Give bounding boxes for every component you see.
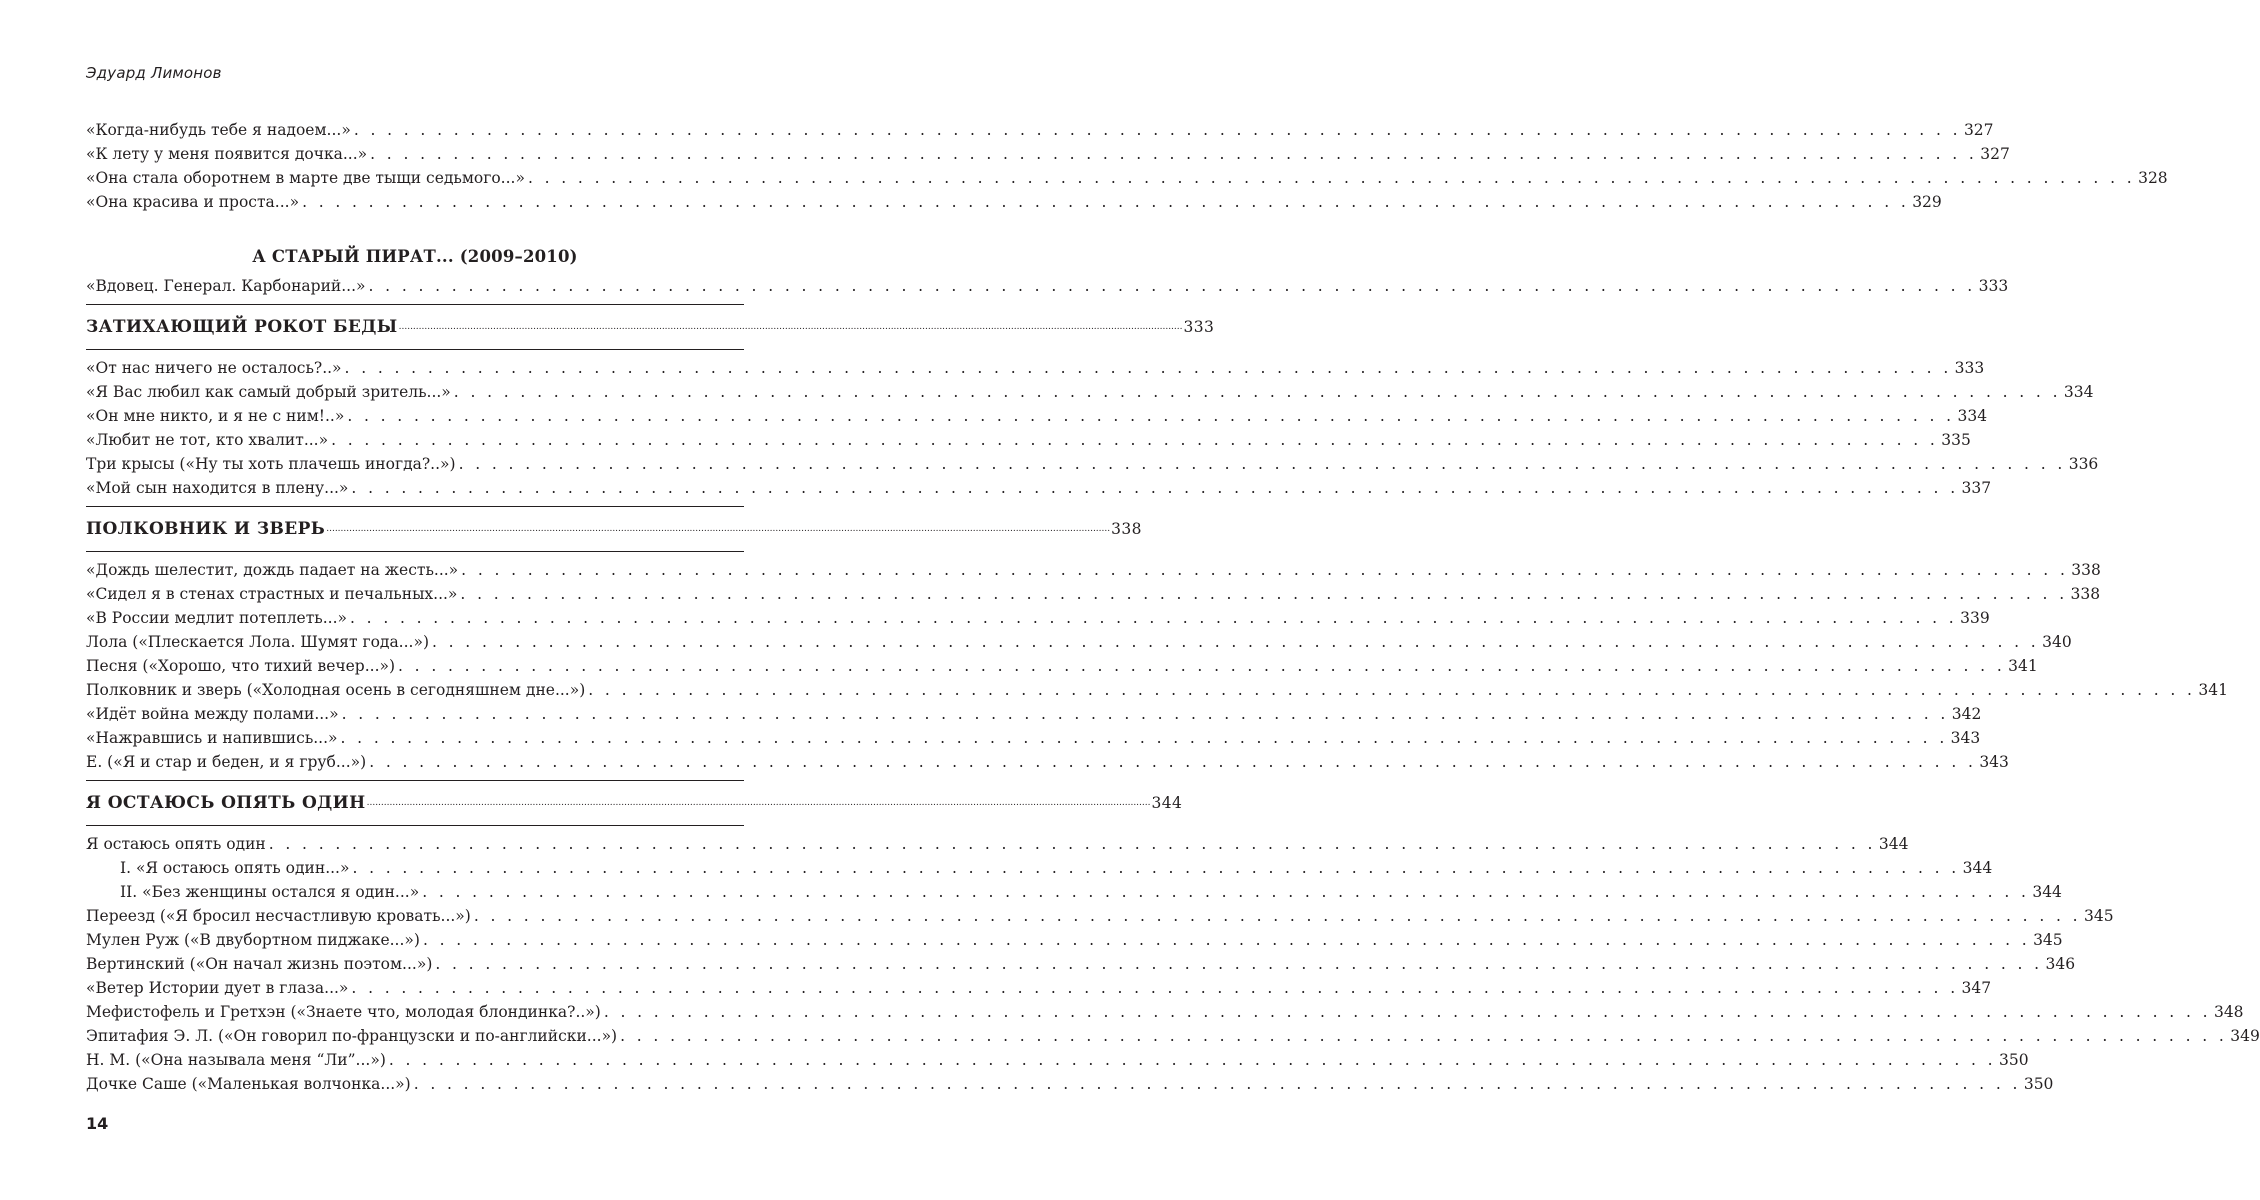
entry-title: II. «Без женщины остался я один...» — [120, 883, 420, 901]
toc-entry[interactable] — [86, 380, 2094, 404]
divider — [86, 349, 744, 350]
dot-leader: . . . . . . . . . . . . . . . . . . . . . . . . . . . . . . . . . . . . . . . . . . . . . . . . . . . . . . . . . . . . . . . . . . . . . . . . . . . . . . . . . . . . . . . . . . . . . . . . . — [351, 479, 1959, 497]
toc-block — [86, 118, 2168, 214]
dot-leader: . . . . . . . . . . . . . . . . . . . . . . . . . . . . . . . . . . . . . . . . . . . . . . . . . . . . . . . . . . . . . . . . . . . . . . . . . . . . . . . . . . . . . . . . . . . . . . . . . — [340, 729, 1948, 747]
toc-entry[interactable] — [86, 118, 1994, 142]
toc-block — [86, 274, 2009, 298]
entry-title: Е. («Я и стар и беден, и я груб...») — [86, 753, 367, 771]
page-number: 345 — [2083, 907, 2114, 925]
entry-title: «Когда-нибудь тебе я надоем...» — [86, 121, 351, 139]
dot-leader: . . . . . . . . . . . . . . . . . . . . . . . . . . . . . . . . . . . . . . . . . . . . . . . . . . . . . . . . . . . . . . . . . . . . . . . . . . . . . . . . . . . . . . . . . . . . . . . . . — [331, 431, 1939, 449]
dot-leader: . . . . . . . . . . . . . . . . . . . . . . . . . . . . . . . . . . . . . . . . . . . . . . . . . . . . . . . . . . . . . . . . . . . . . . . . . . . . . . . . . . . . . . . . . . . . . . . . . — [350, 609, 1958, 627]
entry-title: «Дождь шелестит, дождь падает на жесть...» — [86, 561, 459, 579]
entry-title: Дочке Саше («Маленькая волчонка...») — [86, 1075, 411, 1093]
toc-entry[interactable] — [86, 452, 2099, 476]
entry-title: «Нажравшись и напившись...» — [86, 729, 338, 747]
toc-entry[interactable] — [86, 952, 2076, 976]
page-number: 348 — [2213, 1003, 2244, 1021]
section-heading[interactable] — [86, 787, 1183, 819]
page-folio: 14 — [86, 1114, 109, 1133]
entry-title: Я остаюсь опять один — [86, 835, 266, 853]
entry-title: Эпитафия Э. Л. («Он говорил по-французски и по-английски...») — [86, 1027, 618, 1045]
section-title: ЗАТИХАЮЩИЙ РОКОТ БЕДЫ — [86, 317, 398, 337]
page-number: 344 — [1962, 859, 1993, 877]
toc-entry[interactable] — [86, 1048, 2029, 1072]
toc-entry[interactable] — [86, 356, 1985, 380]
dot-leader: . . . . . . . . . . . . . . . . . . . . . . . . . . . . . . . . . . . . . . . . . . . . . . . . . . . . . . . . . . . . . . . . . . . . . . . . . . . . . . . . . . . . . . . . . . . . . . . . . — [453, 383, 2061, 401]
toc-entry[interactable] — [86, 750, 2009, 774]
dot-leader: . . . . . . . . . . . . . . . . . . . . . . . . . . . . . . . . . . . . . . . . . . . . . . . . . . . . . . . . . . . . . . . . . . . . . . . . . . . . . . . . . . . . . . . . . . . . . . . . . — [432, 633, 2040, 651]
page-number: 334 — [1957, 407, 1988, 425]
divider — [86, 506, 744, 507]
page-number: 346 — [2045, 955, 2076, 973]
toc-entry[interactable] — [86, 928, 2063, 952]
dot-leader: . . . . . . . . . . . . . . . . . . . . . . . . . . . . . . . . . . . . . . . . . . . . . . . . . . . . . . . . . . . . . . . . . . . . . . . . . . . . . . . . . . . . . . . . . . . . . . . . . — [398, 657, 2006, 675]
page-number: 340 — [2042, 633, 2072, 651]
dot-leader: . . . . . . . . . . . . . . . . . . . . . . . . . . . . . . . . . . . . . . . . . . . . . . . . . . . . . . . . . . . . . . . . . . . . . . . . . . . . . . . . . . . . . . . . . . . . . . . . . — [353, 121, 1961, 139]
dot-leader: . . . . . . . . . . . . . . . . . . . . . . . . . . . . . . . . . . . . . . . . . . . . . . . . . . . . . . . . . . . . . . . . . . . . . . . . . . . . . . . . . . . . . . . . . . . . . . . . . — [388, 1051, 1996, 1069]
toc-entry[interactable] — [86, 880, 2062, 904]
divider — [86, 304, 744, 305]
toc-block — [86, 832, 2260, 1096]
toc-entry[interactable] — [86, 476, 1992, 500]
dot-leader: . . . . . . . . . . . . . . . . . . . . . . . . . . . . . . . . . . . . . . . . . . . . . . . . . . . . . . . . . . . . . . . . . . . . . . . . . . . . . . . . . . . . . . . . . . . . . . . . . — [461, 561, 2069, 579]
dot-leader: . . . . . . . . . . . . . . . . . . . . . . . . . . . . . . . . . . . . . . . . . . . . . . . . . . . . . . . . . . . . . . . . . . . . . . . . . . . . . . . . . . . . . . . . . . . . . . . . . — [460, 585, 2068, 603]
toc-entry[interactable] — [86, 142, 2010, 166]
table-of-contents — [86, 118, 2260, 1096]
entry-title: Песня («Хорошо, что тихий вечер...») — [86, 657, 396, 675]
running-head: Эдуард Лимонов — [86, 64, 222, 82]
page-number: 328 — [2138, 169, 2168, 187]
page-number: 343 — [1950, 729, 1981, 747]
toc-block — [86, 356, 2099, 500]
page-number: 333 — [1183, 318, 1215, 336]
entry-title: Н. М. («Она называла меня “Ли”...») — [86, 1051, 386, 1069]
toc-entry[interactable] — [86, 726, 1981, 750]
page-number: 350 — [1999, 1051, 2029, 1069]
toc-entry[interactable] — [86, 856, 1993, 880]
dot-leader: . . . . . . . . . . . . . . . . . . . . . . . . . . . . . . . . . . . . . . . . . . . . . . . . . . . . . . . . . . . . . . . . . . . . . . . . . . . . . . . . . . . . . . . . . . . . . . . . . — [422, 883, 2030, 901]
dot-leader: . . . . . . . . . . . . . . . . . . . . . . . . . . . . . . . . . . . . . . . . . . . . . . . . . . . . . . . . . . . . . . . . . . . . . . . . . . . . . . . . . . . . . . . . . . . . . . . . . — [603, 1003, 2211, 1021]
toc-entry[interactable] — [86, 404, 1988, 428]
toc-entry[interactable] — [86, 582, 2101, 606]
page-number: 343 — [1979, 753, 2009, 771]
page-number: 345 — [2033, 931, 2063, 949]
section-heading[interactable] — [86, 513, 1142, 545]
dot-leader: . . . . . . . . . . . . . . . . . . . . . . . . . . . . . . . . . . . . . . . . . . . . . . . . . . . . . . . . . . . . . . . . . . . . . . . . . . . . . . . . . . . . . . . . . . . . . . . . . — [344, 359, 1952, 377]
entry-title: «Она красива и проста...» — [86, 193, 300, 211]
page-number: 338 — [1111, 520, 1142, 538]
toc-entry[interactable] — [86, 1000, 2244, 1024]
entry-title: «Он мне никто, и я не с ним!..» — [86, 407, 345, 425]
page-number: 339 — [1960, 609, 1990, 627]
page-number: 327 — [1963, 121, 1994, 139]
toc-entry[interactable] — [86, 976, 1992, 1000]
entry-title: Мулен Руж («В двубортном пиджаке...») — [86, 931, 420, 949]
toc-entry[interactable] — [86, 678, 2228, 702]
entry-title: Мефистофель и Гретхэн («Знаете что, молодая блондинка?..») — [86, 1003, 601, 1021]
page-number: 336 — [2068, 455, 2099, 473]
entry-title: «Она стала оборотнем в марте две тыщи седьмого...» — [86, 169, 525, 187]
toc-entry[interactable] — [86, 166, 2168, 190]
part-heading: А СТАРЫЙ ПИРАТ... (2009–2010) — [252, 247, 578, 266]
toc-entry[interactable] — [86, 654, 2038, 678]
dot-leader: . . . . . . . . . . . . . . . . . . . . . . . . . . . . . . . . . . . . . . . . . . . . . . . . . . . . . . . . . . . . . . . . . . . . . . . . . . . . . . . . . . . . . . . . . . . . . . . . . — [422, 931, 2031, 949]
toc-entry[interactable] — [86, 904, 2114, 928]
dot-leader: . . . . . . . . . . . . . . . . . . . . . . . . . . . . . . . . . . . . . . . . . . . . . . . . . . . . . . . . . . . . . . . . . . . . . . . . . . . . . . . . . . . . . . . . . . . . . . . . . — [473, 907, 2081, 925]
page-number: 333 — [1978, 277, 2009, 295]
entry-title: «Любит не тот, кто хвалит...» — [86, 431, 329, 449]
entry-title: «Мой сын находится в плену...» — [86, 479, 349, 497]
entry-title: «Я Вас любил как самый добрый зритель...» — [86, 383, 451, 401]
dot-leader: . . . . . . . . . . . . . . . . . . . . . . . . . . . . . . . . . . . . . . . . . . . . . . . . . . . . . . . . . . . . . . . . . . . . . . . . . . . . . . . . . . . . . . . . . . . . . . . . . — [302, 193, 1910, 211]
dot-leader: . . . . . . . . . . . . . . . . . . . . . . . . . . . . . . . . . . . . . . . . . . . . . . . . . . . . . . . . . . . . . . . . . . . . . . . . . . . . . . . . . . . . . . . . . . . . . . . . . — [413, 1075, 2021, 1093]
page-number: 349 — [2230, 1027, 2260, 1045]
page-number: 347 — [1961, 979, 1992, 997]
entry-title: «Сидел я в стенах страстных и печальных...» — [86, 585, 458, 603]
divider — [86, 825, 744, 826]
page-number: 338 — [2071, 561, 2101, 579]
dot-leader: . . . . . . . . . . . . . . . . . . . . . . . . . . . . . . . . . . . . . . . . . . . . . . . . . . . . . . . . . . . . . . . . . . . . . . . . . . . . . . . . . . . . . . . . . . . . . . . . . — [368, 277, 1976, 295]
entry-title: Три крысы («Ну ты хоть плачешь иногда?..») — [86, 455, 456, 473]
toc-entry[interactable] — [86, 190, 1942, 214]
dot-leader: . . . . . . . . . . . . . . . . . . . . . . . . . . . . . . . . . . . . . . . . . . . . . . . . . . . . . . . . . . . . . . . . . . . . . . . . . . . . . . . . . . . . . . . . . . . . . . . . . — [369, 753, 1977, 771]
toc-entry[interactable] — [86, 832, 1909, 856]
dot-leader: . . . . . . . . . . . . . . . . . . . . . . . . . . . . . . . . . . . . . . . . . . . . . . . . . . . . . . . . . . . . . . . . . . . . . . . . . . . . . . . . . . . . . . . . . . . . . . . . . — [370, 145, 1978, 163]
dot-leader: . . . . . . . . . . . . . . . . . . . . . . . . . . . . . . . . . . . . . . . . . . . . . . . . . . . . . . . . . . . . . . . . . . . . . . . . . . . . . . . . . . . . . . . . . . . . . . . . . — [527, 169, 2136, 187]
entry-title: «Ветер Истории дует в глаза...» — [86, 979, 349, 997]
page-number: 350 — [2023, 1075, 2054, 1093]
page-number: 344 — [1878, 835, 1909, 853]
entry-title: «Вдовец. Генерал. Карбонарий...» — [86, 277, 366, 295]
page-number: 334 — [2063, 383, 2094, 401]
toc-entry[interactable] — [86, 1024, 2260, 1048]
dot-leader: . . . . . . . . . . . . . . . . . . . . . . . . . . . . . . . . . . . . . . . . . . . . . . . . . . . . . . . . . . . . . . . . . . . . . . . . . . . . . . . . . . . . . . . . . . . . . . . . . — [341, 705, 1949, 723]
dot-leader: . . . . . . . . . . . . . . . . . . . . . . . . . . . . . . . . . . . . . . . . . . . . . . . . . . . . . . . . . . . . . . . . . . . . . . . . . . . . . . . . . . . . . . . . . . . . . . . . . — [458, 455, 2066, 473]
dot-leader: . . . . . . . . . . . . . . . . . . . . . . . . . . . . . . . . . . . . . . . . . . . . . . . . . . . . . . . . . . . . . . . . . . . . . . . . . . . . . . . . . . . . . . . . . . . . . . . . . — [588, 681, 2196, 699]
page-number: 342 — [1951, 705, 1982, 723]
entry-title: «От нас ничего не осталось?..» — [86, 359, 342, 377]
page-number: 327 — [1980, 145, 2010, 163]
toc-entry[interactable] — [86, 558, 2101, 582]
toc-entry[interactable] — [86, 630, 2072, 654]
dot-leader: . . . . . . . . . . . . . . . . . . . . . . . . . . . . . . . . . . . . . . . . . . . . . . . . . . . . . . . . . . . . . . . . . . . . . . . . . . . . . . . . . . . . . . . . . . . . . . . . . — [620, 1027, 2228, 1045]
page-number: 335 — [1941, 431, 1971, 449]
toc-entry[interactable] — [86, 702, 1982, 726]
toc-entry[interactable] — [86, 428, 1971, 452]
page-number: 341 — [2198, 681, 2228, 699]
dot-leader: . . . . . . . . . . . . . . . . . . . . . . . . . . . . . . . . . . . . . . . . . . . . . . . . . . . . . . . . . . . . . . . . . . . . . . . . . . . . . . . . . . . . . . . . . . . . . . . . . — [352, 859, 1960, 877]
page-number: 333 — [1954, 359, 1985, 377]
page-number: 337 — [1961, 479, 1992, 497]
page-number: 344 — [1151, 794, 1183, 812]
toc-entry[interactable] — [86, 274, 2009, 298]
page-number: 338 — [2070, 585, 2101, 603]
divider — [86, 780, 744, 781]
toc-block — [86, 558, 2228, 774]
entry-title: «Идёт война между полами...» — [86, 705, 339, 723]
dot-leader: .................................................................................................................................................................................................................................................................................. — [398, 322, 1183, 332]
divider — [86, 551, 744, 552]
dot-leader: .................................................................................................................................................................................................................................................................................. — [366, 798, 1151, 808]
entry-title: Полковник и зверь («Холодная осень в сегодняшнем дне...») — [86, 681, 586, 699]
section-title: ПОЛКОВНИК И ЗВЕРЬ — [86, 519, 326, 539]
entry-title: «В России медлит потеплеть...» — [86, 609, 348, 627]
dot-leader: . . . . . . . . . . . . . . . . . . . . . . . . . . . . . . . . . . . . . . . . . . . . . . . . . . . . . . . . . . . . . . . . . . . . . . . . . . . . . . . . . . . . . . . . . . . . . . . . . — [351, 979, 1959, 997]
section-heading[interactable] — [86, 311, 1215, 343]
entry-title: I. «Я остаюсь опять один...» — [120, 859, 350, 877]
dot-leader: . . . . . . . . . . . . . . . . . . . . . . . . . . . . . . . . . . . . . . . . . . . . . . . . . . . . . . . . . . . . . . . . . . . . . . . . . . . . . . . . . . . . . . . . . . . . . . . . . — [268, 835, 1876, 853]
entry-title: Вертинский («Он начал жизнь поэтом...») — [86, 955, 433, 973]
page-number: 344 — [2032, 883, 2062, 901]
entry-title: Переезд («Я бросил несчастливую кровать...») — [86, 907, 471, 925]
dot-leader: . . . . . . . . . . . . . . . . . . . . . . . . . . . . . . . . . . . . . . . . . . . . . . . . . . . . . . . . . . . . . . . . . . . . . . . . . . . . . . . . . . . . . . . . . . . . . . . . . — [347, 407, 1955, 425]
toc-entry[interactable] — [86, 1072, 2054, 1096]
section-title: Я ОСТАЮСЬ ОПЯТЬ ОДИН — [86, 793, 366, 813]
page-number: 341 — [2008, 657, 2038, 675]
toc-entry[interactable] — [86, 606, 1990, 630]
entry-title: «К лету у меня появится дочка...» — [86, 145, 368, 163]
dot-leader: . . . . . . . . . . . . . . . . . . . . . . . . . . . . . . . . . . . . . . . . . . . . . . . . . . . . . . . . . . . . . . . . . . . . . . . . . . . . . . . . . . . . . . . . . . . . . . . . . — [435, 955, 2043, 973]
page-number: 329 — [1912, 193, 1942, 211]
entry-title: Лола («Плескается Лола. Шумят года...») — [86, 633, 429, 651]
dot-leader: .................................................................................................................................................................................................................................................................................. — [326, 524, 1111, 534]
